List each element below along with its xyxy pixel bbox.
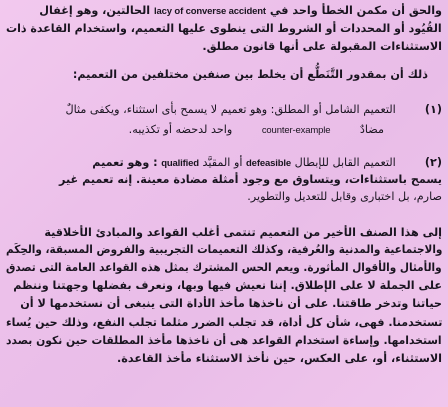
latin-term: qualified — [161, 158, 199, 169]
latin-term: defeasible — [246, 158, 291, 169]
text-line-13: على الجملة لا على الإطلاق. إننا نعيش فيها وبها، ونعرف بفضلها وجهتنا وننظم — [13, 279, 442, 292]
text-line-17: الاستثناء، أو، على العكس، حين نأخذ الاستثناء مأخذ القاعدة. — [117, 352, 442, 365]
text-line-6 — [129, 123, 384, 138]
text-segment: مضادٌ — [359, 123, 384, 136]
latin-term: counter-example — [261, 125, 331, 136]
list-number: (١) — [424, 103, 442, 116]
text-line-1 — [39, 4, 442, 19]
latin-term: lacy of converse accident — [154, 6, 266, 17]
document-page — [6, 2, 442, 405]
text-line-12: والأمثال والأقوال المأثورة. ويعم الحس المشترك بمثل هذه القواعد العامة التى تصدق — [6, 261, 442, 274]
text-line-15: تستخدمنا. فهى، شأن كل أداة، قد تجلب الضرر مثلما تجلب النفع، وذلك حين يُساء — [5, 316, 442, 329]
text-line-3: الاستثناءات المقبولة على أنها قانون مطلق. — [202, 40, 442, 53]
list-number: (٢) — [424, 156, 442, 169]
text-segment: أو المقيَّد — [202, 156, 243, 169]
text-segment: التعميم القابل للإبطال — [294, 156, 396, 169]
text-segment: واحد لدحضه أو تكذيبه. — [128, 123, 233, 136]
text-segment: الحالتين، وهو إغفال — [39, 4, 151, 17]
text-line-10: إلى هذا الصنف الأخير من التعميم تنتمى أغلب القواعد والمبادئ الأخلاقية — [44, 226, 442, 239]
text-line-16: استخدامها. وإساءة استخدام القواعد هى أن ناخذها مأخذ المطلقات حين نكون بصدد — [6, 334, 442, 347]
text-line-2: القُيُود أو المحددات أو الشروط التى ينطوى عليها التعميم، واستخدام القاعدة ذات — [6, 22, 442, 35]
text-line-7 — [92, 156, 442, 171]
text-line-8: يسمح باستثناءات، ويتساوق مع وجود أمثلة مضادة معينة. إنه تعميم غير — [59, 173, 442, 186]
text-segment: : وهو تعميم — [92, 156, 158, 169]
text-segment: التعميم الشامل أو المطلق: وهو تعميم لا يسمح بأى استثناء، ويكفى مثالٌ — [65, 103, 396, 116]
text-line-4: ذلك أن بمقدور التَّنَطُّع أن يخلط بين صنفين مختلفين من التعميم: — [72, 68, 428, 81]
text-line-14: حياتنا وتدخر طاقتنا. على أن ناخذها مأخذ الأداة التى ينبغى أن نستخدمها لا أن — [20, 297, 442, 310]
text-line-11: والاجتماعية والمدنية والعُرفية، وكذلك التعميمات التجريبية والفروض المسبقة، والحِكَم — [5, 243, 442, 256]
text-line-9: صارم، بل اختبارى وقابل للتعديل والتطوير. — [247, 190, 442, 203]
text-segment: والحق أن مكمن الخطأ واحد في — [269, 4, 442, 17]
text-line-5 — [65, 103, 442, 117]
